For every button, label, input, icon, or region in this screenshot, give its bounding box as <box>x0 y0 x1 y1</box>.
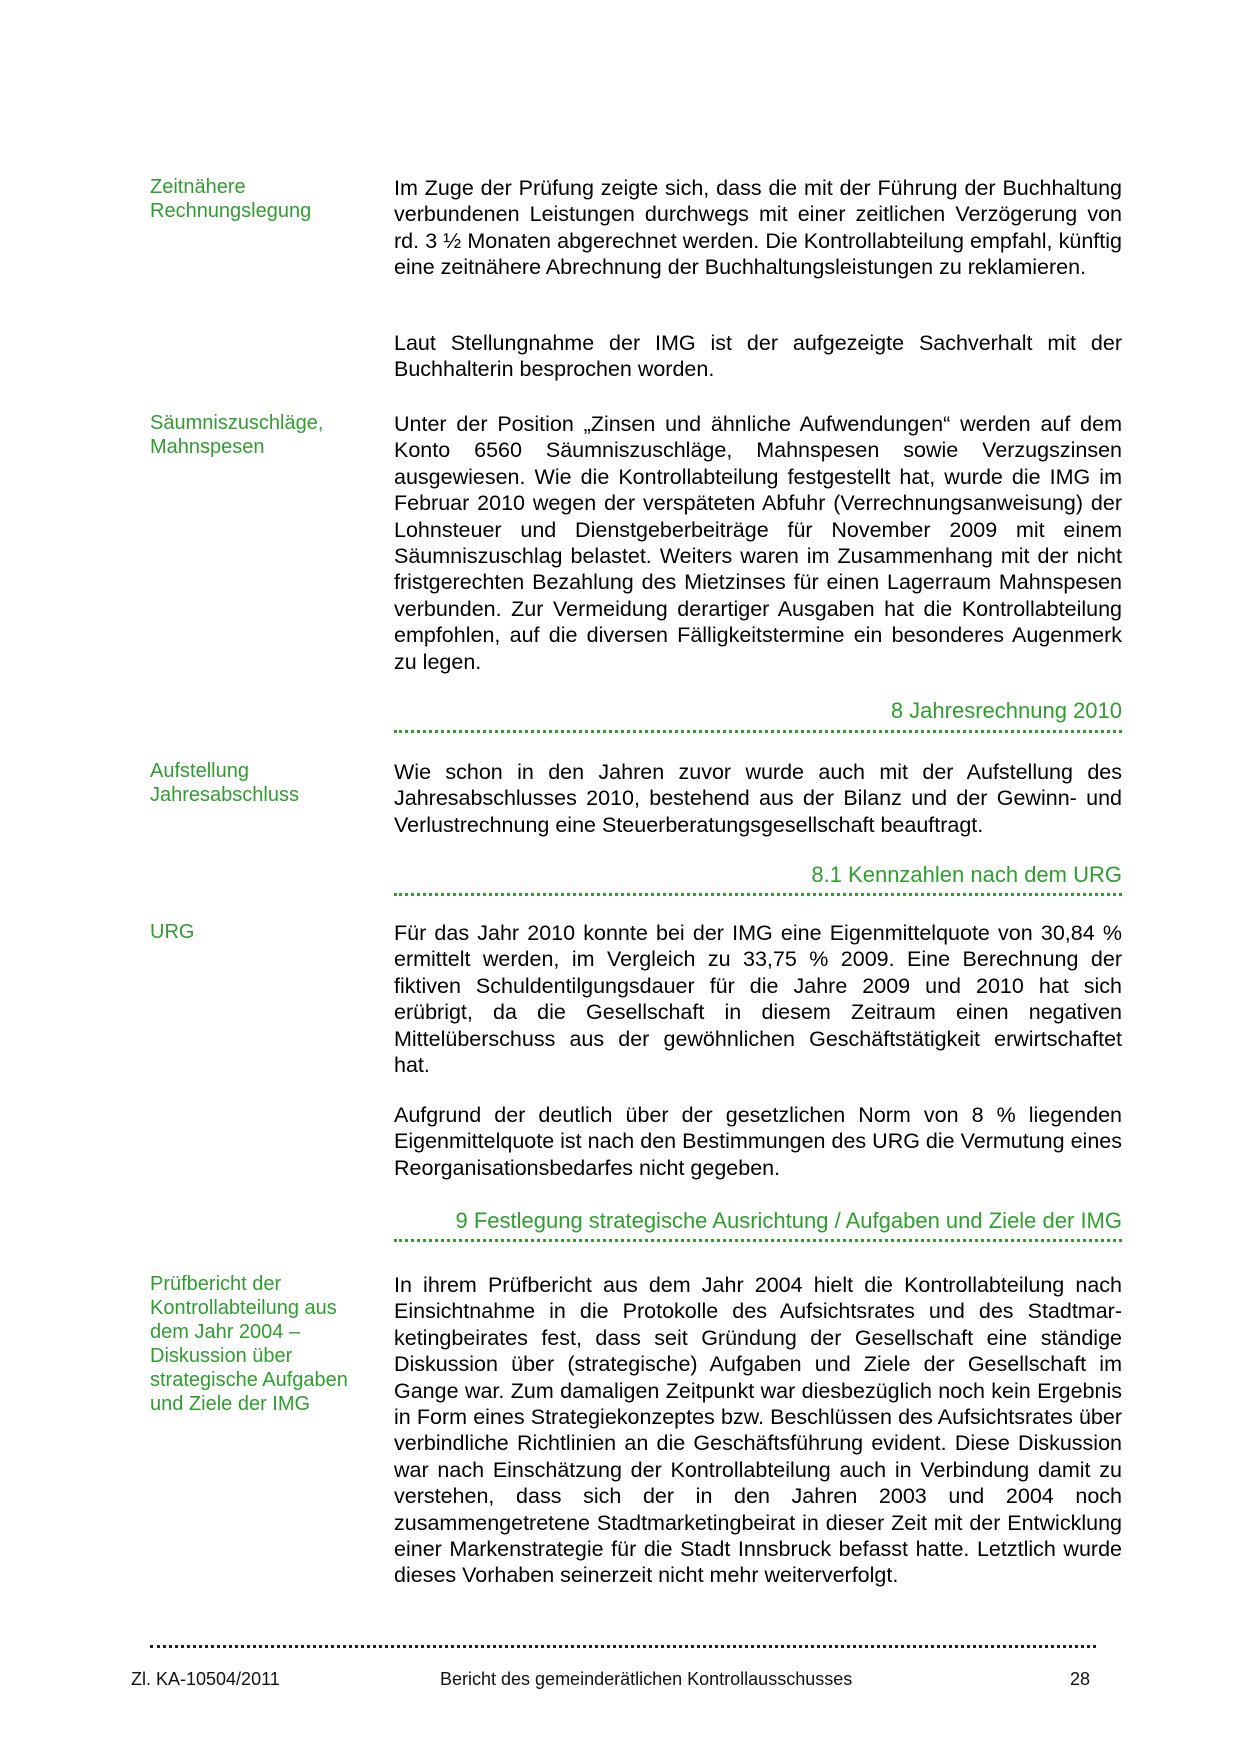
section-heading-9-rule <box>394 1239 1122 1242</box>
paragraph-saeumniszuschlaege: Unter der Position „Zinsen und ähnliche Aufwendungen“ werden auf dem Konto 6560 Säumniszuschläge, Mahnspesen sowie Verzugszinsen ausgewiesen. Wie die Kontrollabteilung festgestellt hat, wurde die IMG im Februar 2010 wegen der verspäteten Abfuhr (Verrechnungsanweisung) der Lohnsteuer und Dienstgeberbeiträge für November 2009 mit einem Säumniszuschlag belastet. Weiters waren im Zusammenhang mit der nicht fristgerechten Bezahlung des Mietzinses für einen Lagerraum Mahnspesen verbunden. Zur Vermeidung derartiger Ausgaben hat die Kontrollabteilung empfohlen, auf die diversen Fälligkeitstermine ein besonderes Augenmerk zu legen. <box>394 412 1122 674</box>
paragraph-urg-reorganisationsbedarf: Aufgrund der deutlich über der gesetzlichen Norm von 8 % liegenden Eigenmittelquote ist nach den Bestimmungen des URG die Vermutung eines Reorganisationsbedarfes nicht gegeben. <box>394 1103 1122 1180</box>
margin-label-saeumniszuschlaege: Säumniszuschläge, Mahnspesen <box>150 412 324 458</box>
paragraph-urg-eigenmittelquote: Für das Jahr 2010 konnte bei der IMG eine Eigenmittelquote von 30,84 % ermittelt werden, im Vergleich zu 33,75 % 2009. Eine Berechnung der fiktiven Schuldentilgungsdauer für die Jahre 2009 und 2010 hat sich erübrigt, da die Gesellschaft in diesem Zeitraum einen negativen Mittelüberschuss aus der gewöhnlichen Geschäftstätigkeit erwirtschaftet hat. <box>394 921 1122 1078</box>
margin-label-urg: URG <box>150 921 195 943</box>
footer-reference: Zl. KA-10504/2011 <box>131 1669 280 1689</box>
footer-report-title: Bericht des gemeinderätlichen Kontrollausschusses <box>440 1669 853 1689</box>
margin-label-aufstellung-jahresabschluss: Aufstellung Jahresabschluss <box>150 760 299 806</box>
section-heading-9: 9 Festlegung strategische Ausrichtung / Aufgaben und Ziele der IMG <box>455 1208 1122 1233</box>
footer-rule <box>150 1645 1096 1648</box>
paragraph-pruefbericht-2004: In ihrem Prüfbericht aus dem Jahr 2004 hielt die Kontrollabteilung nach Einsichtnahme in die Protokolle des Aufsichtsrates und des Stadtmarketingbeirates fest, dass seit Gründung der Gesellschaft eine ständige Diskussion über (strategische) Aufgaben und Ziele der Gesellschaft im Gange war. Zum damaligen Zeitpunkt war diesbezüglich noch kein Ergebnis in Form eines Strategiekonzeptes bzw. Beschlüssen des Aufsichtsrates über verbindliche Richtlinien an die Geschäftsführung evident. Diese Diskussion war nach Einschätzung der Kontrollabteilung auch in Verbindung damit zu verstehen, dass sich der in den Jahren 2003 und 2004 noch zusammengetretene Stadtmarketingbeirat in dieser Zeit mit der Entwicklung einer Markenstrategie für die Stadt Innsbruck befasst hatte. Letztlich wurde dieses Vorhaben seinerzeit nicht mehr weiterverfolgt. <box>394 1273 1122 1588</box>
paragraph-stellungnahme-buchhalterin: Laut Stellungnahme der IMG ist der aufgezeigte Sachverhalt mit der Buchhalterin besprochen worden. <box>394 331 1122 382</box>
section-heading-8-1: 8.1 Kennzahlen nach dem URG <box>811 862 1122 887</box>
section-heading-8: 8 Jahresrechnung 2010 <box>890 698 1122 723</box>
footer-page-number: 28 <box>1070 1669 1091 1689</box>
section-heading-8-rule <box>394 730 1122 733</box>
margin-label-pruefbericht-2004: Prüfbericht der Kontrollabteilung aus dem Jahr 2004 – Diskussion über strategische Aufgaben und Ziele der IMG <box>150 1273 348 1415</box>
paragraph-buchhaltung-verzoegerung: Im Zuge der Prüfung zeigte sich, dass die mit der Führung der Buchhaltung verbundenen Leistungen durchwegs mit einer zeitlichen Verzögerung von rd. 3 ½ Monaten abgerechnet werden. Die Kontrollabteilung empfahl, künftig eine zeitnähere Abrechnung der Buchhaltungsleistungen zu reklamieren. <box>394 176 1122 280</box>
section-heading-8-1-rule <box>394 893 1122 896</box>
paragraph-aufstellung-jahresabschluss: Wie schon in den Jahren zuvor wurde auch mit der Aufstellung des Jahresabschlusses 2010, bestehend aus der Bilanz und der Gewinn- und Verlustrechnung eine Steuerberatungsgesellschaft beauftragt. <box>394 760 1122 837</box>
margin-label-zeitnahere-rechnungslegung: Zeitnähere Rechnungslegung <box>150 176 312 222</box>
